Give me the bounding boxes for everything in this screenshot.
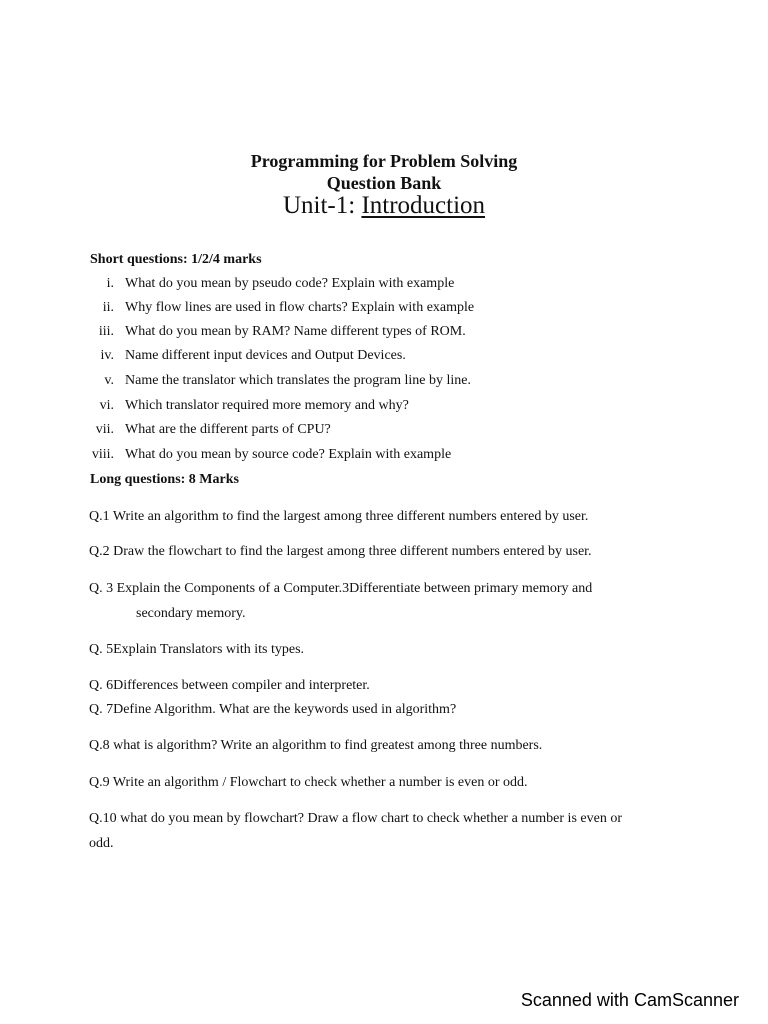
short-question-text: Name different input devices and Output Devices. xyxy=(125,348,406,363)
short-question-text: What do you mean by RAM? Name different types of ROM. xyxy=(125,324,466,339)
short-question-item xyxy=(0,298,768,318)
unit-name: Introduction xyxy=(361,192,486,219)
long-question-2: Q.2 Draw the flowchart to find the largest among three different numbers entered by user. xyxy=(89,544,592,559)
short-question-text: Which translator required more memory and why? xyxy=(125,398,409,413)
long-question-10: Q.10 what do you mean by flowchart? Draw a flow chart to check whether a number is even or xyxy=(89,811,622,826)
long-question-5: Q. 5Explain Translators with its types. xyxy=(89,642,305,657)
long-question-3-continuation: secondary memory. xyxy=(136,606,246,621)
short-questions-heading: Short questions: 1/2/4 marks xyxy=(90,252,262,267)
short-question-item xyxy=(0,322,768,342)
short-question-item xyxy=(0,346,768,366)
short-question-item xyxy=(0,274,768,294)
short-question-number: i. xyxy=(106,276,114,291)
course-title: Programming for Problem Solving xyxy=(250,151,518,171)
short-question-text: What do you mean by source code? Explain with example xyxy=(125,447,452,462)
short-question-text: What are the different parts of CPU? xyxy=(125,422,331,437)
short-question-item xyxy=(0,445,768,465)
long-question-6: Q. 6Differences between compiler and interpreter. xyxy=(89,678,370,693)
short-question-number: iv. xyxy=(100,348,114,363)
long-questions-heading: Long questions: 8 Marks xyxy=(90,472,239,487)
short-question-item xyxy=(0,396,768,416)
short-question-item xyxy=(0,371,768,391)
short-question-number: iii. xyxy=(98,324,114,339)
document-subtitle: Question Bank xyxy=(326,173,442,193)
short-question-item xyxy=(0,420,768,440)
short-question-text: What do you mean by pseudo code? Explain with example xyxy=(125,276,455,291)
short-question-number: v. xyxy=(104,373,114,388)
long-question-9: Q.9 Write an algorithm / Flowchart to check whether a number is even or odd. xyxy=(89,775,528,790)
short-question-text: Name the translator which translates the program line by line. xyxy=(125,373,472,388)
short-question-number: vi. xyxy=(99,398,114,413)
short-question-number: viii. xyxy=(91,447,114,462)
short-question-number: ii. xyxy=(102,300,114,315)
short-question-number: vii. xyxy=(95,422,114,437)
long-question-10-continuation: odd. xyxy=(89,836,114,851)
long-question-7: Q. 7Define Algorithm. What are the keywords used in algorithm? xyxy=(89,702,457,717)
long-question-8: Q.8 what is algorithm? Write an algorithm to find greatest among three numbers. xyxy=(89,738,543,753)
camscanner-watermark: Scanned with CamScanner xyxy=(520,990,739,1010)
long-question-3: Q. 3 Explain the Components of a Computer.3Differentiate between primary memory and xyxy=(89,581,593,596)
unit-heading xyxy=(0,191,768,221)
long-question-1: Q.1 Write an algorithm to find the largest among three different numbers entered by user. xyxy=(89,509,589,524)
unit-prefix: Unit-1: xyxy=(282,192,362,219)
short-question-text: Why flow lines are used in flow charts? Explain with example xyxy=(125,300,475,315)
